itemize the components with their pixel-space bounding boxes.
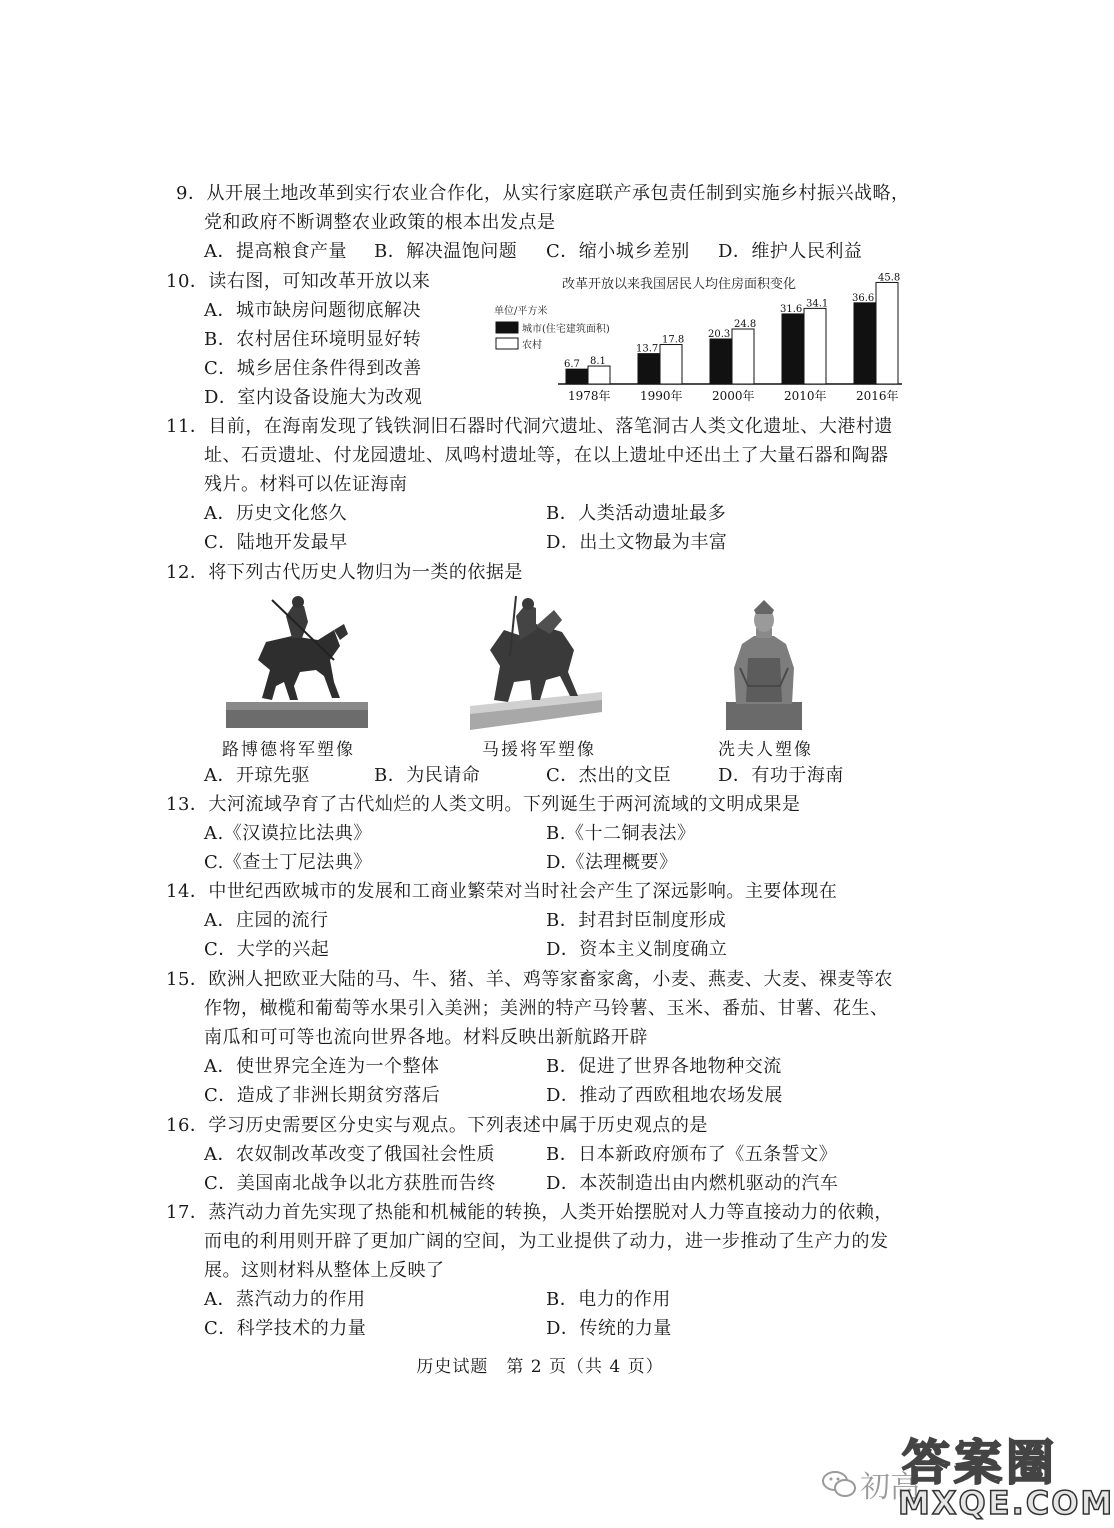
q16-stem: 16．学习历史需要区分史实与观点。下列表述中属于历史观点的是 (166, 1115, 708, 1136)
watermark-logo-top: 答案圈 (902, 1435, 1059, 1491)
q11-option-c[interactable]: C．陆地开发最早 (204, 532, 348, 553)
q15-option-a[interactable]: A．使世界完全连为一个整体 (204, 1056, 440, 1077)
q10-option-a[interactable]: A．城市缺房问题彻底解决 (204, 300, 421, 321)
q12-option-b[interactable]: B．为民请命 (374, 765, 481, 786)
q10-stem: 10．读右图，可知改革开放以来 (166, 271, 431, 292)
value-label-city-2010年: 31.6 (780, 303, 803, 315)
lu-bode-caption: 路博德将军塑像 (222, 740, 355, 760)
q13-option-c[interactable]: C.《查士丁尼法典》 (204, 852, 372, 873)
q11-option-d[interactable]: D．出土文物最为丰富 (546, 532, 728, 553)
q14-option-d[interactable]: D．资本主义制度确立 (546, 939, 728, 960)
q15-stem-line2: 作物，橄榄和葡萄等水果引入美洲；美洲的特产马铃薯、玉米、番茄、甘薯、花生、 (204, 998, 889, 1019)
q13-option-b[interactable]: B.《十二铜表法》 (546, 823, 696, 844)
q17-stem-line3: 展。这则材料从整体上反映了 (204, 1260, 445, 1281)
bar-city-1978年 (566, 369, 588, 384)
chart-title: 改革开放以来我国居民人均住房面积变化 (562, 277, 797, 292)
legend-rural-label: 农村 (522, 340, 542, 351)
q12-option-a[interactable]: A．开琼先驱 (204, 765, 310, 786)
x-tick-label-2016年: 2016年 (856, 389, 899, 403)
q15-stem-line1: 15．欧洲人把欧亚大陆的马、牛、猪、羊、鸡等家畜家禽，小麦、燕麦、大麦、裸麦等农 (166, 969, 893, 990)
q10-option-c[interactable]: C．城乡居住条件得到改善 (204, 358, 422, 379)
x-tick-label-1990年: 1990年 (640, 389, 683, 403)
q12-option-d[interactable]: D．有功于海南 (718, 765, 844, 786)
q15-option-d[interactable]: D．推动了西欧租地农场发展 (546, 1085, 783, 1106)
watermark-logo (896, 1424, 1114, 1526)
lu-bode-statue-image (222, 590, 372, 730)
legend-rural-swatch (496, 338, 518, 349)
bar-rural-2000年 (732, 329, 754, 384)
q11-option-b[interactable]: B．人类活动遗址最多 (546, 503, 727, 524)
value-label-city-1990年: 13.7 (636, 343, 659, 355)
q9-option-b[interactable]: B．解决温饱问题 (374, 241, 518, 262)
q10-option-b[interactable]: B．农村居住环境明显好转 (204, 329, 422, 350)
q12-option-c[interactable]: C．杰出的文臣 (546, 765, 672, 786)
lady-xian-caption: 冼夫人塑像 (718, 740, 813, 760)
q14-stem: 14．中世纪西欧城市的发展和工商业繁荣对当时社会产生了深远影响。主要体现在 (166, 881, 838, 902)
q13-option-a[interactable]: A.《汉谟拉比法典》 (204, 823, 372, 844)
value-label-rural-1978年: 8.1 (590, 356, 606, 368)
watermark-prefix: 初高 (860, 1470, 920, 1505)
chart-unit: 单位/平方米 (494, 306, 548, 317)
ma-yuan-caption: 马援将军塑像 (482, 740, 596, 760)
watermark-logo-bottom: MXQE.COM (898, 1484, 1114, 1522)
q11-stem-line3: 残片。材料可以佐证海南 (204, 474, 408, 495)
value-label-city-2000年: 20.3 (708, 328, 731, 340)
bar-rural-1990年 (660, 345, 682, 384)
q10-option-d[interactable]: D．室内设备设施大为改观 (204, 387, 423, 408)
legend-city-label: 城市(住宅建筑面积) (522, 324, 610, 335)
value-label-city-1978年: 6.7 (564, 359, 580, 371)
value-label-rural-1990年: 17.8 (662, 334, 685, 346)
q14-option-c[interactable]: C．大学的兴起 (204, 939, 330, 960)
legend-city-swatch (496, 322, 518, 333)
q12-stem: 12．将下列古代历史人物归为一类的依据是 (166, 562, 523, 583)
q9-option-d[interactable]: D．维护人民利益 (718, 241, 863, 262)
x-tick-label-2010年: 2010年 (784, 389, 827, 403)
q9-option-c[interactable]: C．缩小城乡差别 (546, 241, 690, 262)
bar-city-1990年 (638, 354, 660, 384)
housing-area-bar-chart (490, 270, 910, 406)
q17-option-a[interactable]: A．蒸汽动力的作用 (204, 1289, 366, 1310)
q11-stem-line2: 址、石贡遗址、付龙园遗址、凤鸣村遗址等，在以上遗址中还出土了大量石器和陶器 (204, 445, 889, 466)
bar-city-2016年 (854, 303, 876, 384)
q17-stem-line2: 而电的利用则开辟了更加广阔的空间，为工业提供了动力，进一步推动了生产力的发 (204, 1231, 889, 1252)
q14-option-a[interactable]: A．庄园的流行 (204, 910, 329, 931)
value-label-rural-2010年: 34.1 (806, 298, 829, 310)
value-label-rural-2016年: 45.8 (878, 272, 901, 284)
bar-rural-2010年 (804, 308, 826, 384)
q16-option-b[interactable]: B．日本新政府颁布了《五条誓文》 (546, 1144, 838, 1165)
q15-option-b[interactable]: B．促进了世界各地物种交流 (546, 1056, 782, 1077)
q17-stem-line1: 17．蒸汽动力首先实现了热能和机械能的转换，人类开始摆脱对人力等直接动力的依赖， (166, 1202, 893, 1223)
q16-option-c[interactable]: C．美国南北战争以北方获胜而告终 (204, 1173, 496, 1194)
q14-option-b[interactable]: B．封君封臣制度形成 (546, 910, 727, 931)
q11-option-a[interactable]: A．历史文化悠久 (204, 503, 347, 524)
q13-option-d[interactable]: D.《法理概要》 (546, 852, 678, 873)
q11-stem-line1: 11．目前，在海南发现了钱铁洞旧石器时代洞穴遗址、落笔洞古人类文化遗址、大港村遗 (166, 416, 893, 437)
q9-stem-line1: 9．从开展土地改革到实行农业合作化，从实行家庭联产承包责任制到实施乡村振兴战略， (176, 183, 910, 204)
q9-stem-line2: 党和政府不断调整农业政策的根本出发点是 (204, 212, 556, 233)
bar-city-2010年 (782, 314, 804, 384)
x-tick-label-1978年: 1978年 (568, 389, 611, 403)
q17-option-d[interactable]: D．传统的力量 (546, 1318, 672, 1339)
q16-option-d[interactable]: D．本茨制造出由内燃机驱动的汽车 (546, 1173, 839, 1194)
wechat-icon (822, 1470, 856, 1498)
x-tick-label-2000年: 2000年 (712, 389, 755, 403)
q15-option-c[interactable]: C．造成了非洲长期贫穷落后 (204, 1085, 441, 1106)
bar-rural-1978年 (588, 366, 610, 384)
q15-stem-line3: 南瓜和可可等也流向世界各地。材料反映出新航路开辟 (204, 1027, 648, 1048)
ma-yuan-statue-image (470, 596, 602, 730)
q17-option-c[interactable]: C．科学技术的力量 (204, 1318, 367, 1339)
q9-option-a[interactable]: A．提高粮食产量 (204, 241, 347, 262)
bar-city-2000年 (710, 339, 732, 384)
q13-stem: 13．大河流域孕育了古代灿烂的人类文明。下列诞生于两河流域的文明成果是 (166, 794, 801, 815)
q17-option-b[interactable]: B．电力的作用 (546, 1289, 671, 1310)
q16-option-a[interactable]: A．农奴制改革改变了俄国社会性质 (204, 1144, 495, 1165)
page-footer: 历史试题 第 2 页（共 4 页） (416, 1357, 664, 1377)
lady-xian-statue-image (724, 598, 804, 730)
value-label-city-2016年: 36.6 (852, 292, 875, 304)
bar-rural-2016年 (876, 282, 898, 384)
value-label-rural-2000年: 24.8 (734, 319, 757, 331)
